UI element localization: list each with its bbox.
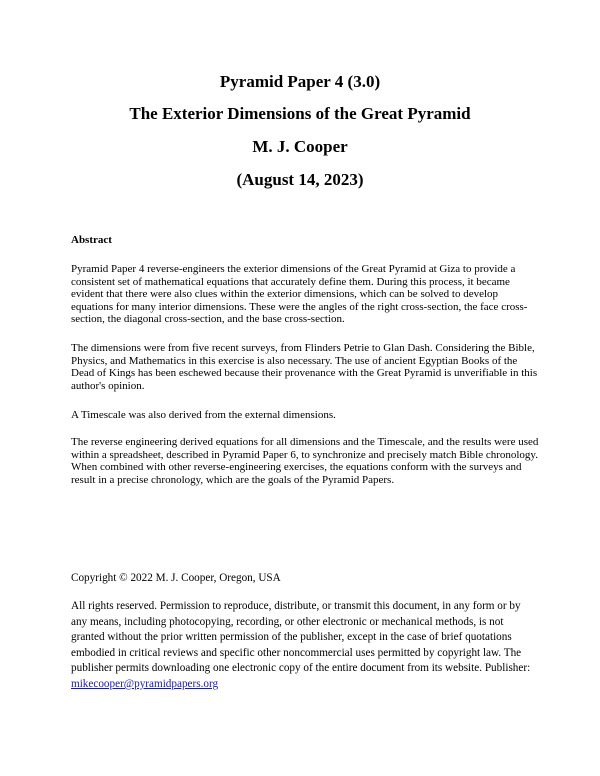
abstract-heading: Abstract bbox=[71, 234, 112, 246]
copyright-notice: Copyright © 2022 M. J. Cooper, Oregon, USA bbox=[71, 572, 281, 584]
author-name: M. J. Cooper bbox=[252, 137, 348, 156]
series-title: Pyramid Paper 4 (3.0) bbox=[219, 72, 381, 91]
paper-title: The Exterior Dimensions of the Great Pyramid bbox=[129, 104, 471, 123]
abstract-paragraph-3: A Timescale was also derived from the external dimensions. bbox=[71, 409, 336, 421]
abstract-paragraph-2: The dimensions were from five recent surveys, from Flinders Petrie to Glan Dash. Considering the Bible, Physics, and Mathematics in this exercise is also necessary. The use of ancient Egyptian Books of the Dead of Kings has been eschewed because their provenance with the Great Pyramid is unverifiable in this author's opinion. bbox=[71, 342, 538, 392]
rights-text: All rights reserved. Permission to reproduce, distribute, or transmit this document, in any form or by any means, including photocopying, recording, or other electronic or mechanical methods, is not granted without the prior written permission of the publisher, except in the case of brief quotations embodied in critical reviews and specific other noncommercial uses permitted by copyright law. The publisher permits downloading one electronic copy of the entire document from its website. Publisher: bbox=[71, 600, 531, 675]
publication-date: (August 14, 2023) bbox=[236, 170, 364, 189]
publisher-email-link[interactable]: mikecooper@pyramidpapers.org bbox=[71, 677, 219, 690]
rights-statement bbox=[71, 599, 539, 693]
abstract-paragraph-1: Pyramid Paper 4 reverse-engineers the exterior dimensions of the Great Pyramid at Giza to provide a consistent set of mathematical equations that accurately define them. During this process, it became evident that there were also clues within the exterior dimensions, which can be solved to develop equations for many interior dimensions. These were the angles of the right cross-section, the face cross-section, the diagonal cross-section, and the base cross-section. bbox=[71, 263, 528, 326]
abstract-paragraph-4: The reverse engineering derived equations for all dimensions and the Timescale, and the results were used within a spreadsheet, described in Pyramid Paper 6, to synchronize and precisely match Bible chronology. When combined with other reverse-engineering exercises, the equations conform with the surveys and result in a precise chronology, which are the goals of the Pyramid Papers. bbox=[71, 436, 539, 486]
